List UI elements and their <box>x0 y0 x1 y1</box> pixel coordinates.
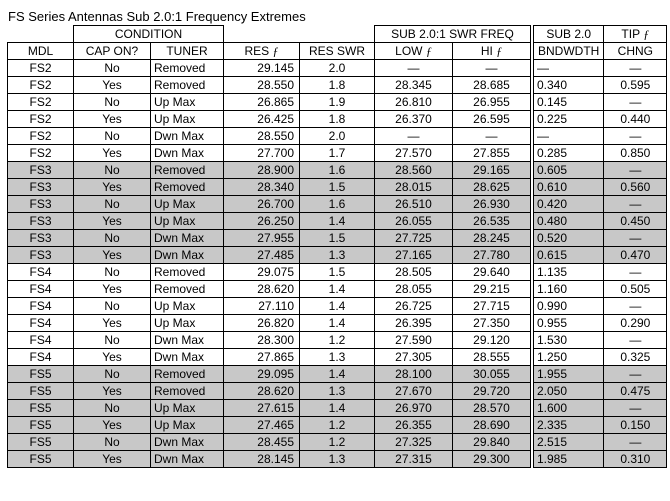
blank-cell <box>8 26 74 43</box>
table-row <box>8 434 531 451</box>
mdl-cell: FS2 <box>8 145 74 162</box>
hi-f-cell: 28.690 <box>453 417 531 434</box>
table-row <box>534 128 667 145</box>
hi-f-cell: 29.840 <box>453 434 531 451</box>
cap-cell: No <box>74 60 151 77</box>
table-row <box>8 94 531 111</box>
res-f-cell: 26.250 <box>224 213 300 230</box>
res-f-cell: 27.485 <box>224 247 300 264</box>
mdl-cell: FS5 <box>8 383 74 400</box>
table-row <box>534 264 667 281</box>
mdl-cell: FS5 <box>8 417 74 434</box>
table-row <box>534 332 667 349</box>
table-row <box>534 315 667 332</box>
mdl-cell: FS5 <box>8 400 74 417</box>
res-f-cell: 28.620 <box>224 281 300 298</box>
res-f-cell: 29.145 <box>224 60 300 77</box>
table-row <box>534 349 667 366</box>
res-f-cell: 29.095 <box>224 366 300 383</box>
res-swr-cell: 1.4 <box>300 366 375 383</box>
tuner-cell: Removed <box>151 281 224 298</box>
low-f-cell: 26.970 <box>375 400 453 417</box>
tip-chng-cell: 0.470 <box>604 247 667 264</box>
bndwdth-cell-dash: — <box>534 128 604 145</box>
hi-f-cell-dash: — <box>453 60 531 77</box>
hi-f-cell: 26.955 <box>453 94 531 111</box>
mdl-cell: FS4 <box>8 281 74 298</box>
tuner-cell: Removed <box>151 162 224 179</box>
tuner-cell: Removed <box>151 264 224 281</box>
tuner-cell: Up Max <box>151 400 224 417</box>
hi-f-cell: 27.350 <box>453 315 531 332</box>
bndwdth-cell: 1.530 <box>534 332 604 349</box>
table-row <box>534 366 667 383</box>
res-swr-cell: 2.0 <box>300 60 375 77</box>
bndwdth-cell: 1.600 <box>534 400 604 417</box>
tip-chng-cell: 0.450 <box>604 213 667 230</box>
res-f-cell: 26.425 <box>224 111 300 128</box>
chng-header: CHNG <box>604 43 667 60</box>
hi-f-cell: 27.715 <box>453 298 531 315</box>
tip-chng-cell: 0.850 <box>604 145 667 162</box>
bandwidth-table <box>533 25 667 468</box>
bndwdth-cell: 0.145 <box>534 94 604 111</box>
f-symbol: ƒ <box>272 43 279 58</box>
header-row-group <box>8 26 531 43</box>
low-f-header <box>375 43 453 60</box>
res-f-cell: 28.900 <box>224 162 300 179</box>
res-swr-cell: 1.5 <box>300 264 375 281</box>
table-row <box>8 400 531 417</box>
tip-chng-cell-dash: — <box>604 128 667 145</box>
res-swr-cell: 1.2 <box>300 417 375 434</box>
res-swr-cell: 1.4 <box>300 281 375 298</box>
header-row-group <box>534 26 667 43</box>
res-f-cell: 27.615 <box>224 400 300 417</box>
mdl-cell: FS3 <box>8 179 74 196</box>
cap-cell: No <box>74 128 151 145</box>
table-row <box>8 417 531 434</box>
tuner-cell: Removed <box>151 60 224 77</box>
bndwdth-cell: 1.135 <box>534 264 604 281</box>
mdl-header: MDL <box>8 43 74 60</box>
cap-cell: No <box>74 366 151 383</box>
tip-chng-cell-dash: — <box>604 298 667 315</box>
tip-chng-cell-dash: — <box>604 400 667 417</box>
tip-chng-cell-dash: — <box>604 162 667 179</box>
bndwdth-cell: 1.955 <box>534 366 604 383</box>
low-f-cell: 28.015 <box>375 179 453 196</box>
bndwdth-cell: 2.050 <box>534 383 604 400</box>
res-f-cell: 26.820 <box>224 315 300 332</box>
table-row <box>8 366 531 383</box>
tip-chng-cell-dash: — <box>604 196 667 213</box>
table-row <box>8 349 531 366</box>
table-row <box>8 111 531 128</box>
hi-f-cell: 30.055 <box>453 366 531 383</box>
bndwdth-cell: 0.340 <box>534 77 604 94</box>
tuner-cell: Up Max <box>151 111 224 128</box>
low-f-cell: 27.725 <box>375 230 453 247</box>
table-row <box>534 77 667 94</box>
tip-chng-cell-dash: — <box>604 60 667 77</box>
res-swr-cell: 1.9 <box>300 94 375 111</box>
low-f-cell: 27.305 <box>375 349 453 366</box>
table-row <box>534 451 667 468</box>
low-f-cell: 28.560 <box>375 162 453 179</box>
mdl-cell: FS4 <box>8 332 74 349</box>
bndwdth-cell: 0.990 <box>534 298 604 315</box>
low-f-cell: 26.810 <box>375 94 453 111</box>
res-f-cell: 28.145 <box>224 451 300 468</box>
hi-f-cell: 29.720 <box>453 383 531 400</box>
res-swr-cell: 1.6 <box>300 162 375 179</box>
res-swr-cell: 1.4 <box>300 298 375 315</box>
table-row <box>8 213 531 230</box>
hi-f-cell: 29.640 <box>453 264 531 281</box>
tip-chng-cell: 0.310 <box>604 451 667 468</box>
table-row <box>534 162 667 179</box>
low-f-cell: 28.505 <box>375 264 453 281</box>
table-row <box>8 264 531 281</box>
mdl-cell: FS3 <box>8 196 74 213</box>
res-swr-cell: 1.5 <box>300 179 375 196</box>
tip-chng-cell-dash: — <box>604 332 667 349</box>
tuner-cell: Up Max <box>151 94 224 111</box>
bndwdth-cell: 0.225 <box>534 111 604 128</box>
hi-f-cell: 26.535 <box>453 213 531 230</box>
table-row <box>8 77 531 94</box>
tip-chng-cell: 0.475 <box>604 383 667 400</box>
tuner-cell: Up Max <box>151 417 224 434</box>
mdl-cell: FS4 <box>8 264 74 281</box>
low-f-cell: 28.100 <box>375 366 453 383</box>
low-f-label: LOW <box>395 43 423 58</box>
tip-header <box>604 26 667 43</box>
res-f-cell: 28.300 <box>224 332 300 349</box>
table-row <box>534 111 667 128</box>
condition-header: CONDITION <box>74 26 224 43</box>
res-f-cell: 28.550 <box>224 128 300 145</box>
tuner-cell: Removed <box>151 179 224 196</box>
table-row <box>8 162 531 179</box>
tuner-cell: Up Max <box>151 213 224 230</box>
cap-cell: No <box>74 400 151 417</box>
bndwdth-cell: 1.160 <box>534 281 604 298</box>
low-f-cell: 26.055 <box>375 213 453 230</box>
low-f-cell-dash: — <box>375 128 453 145</box>
res-swr-cell: 2.0 <box>300 128 375 145</box>
mdl-cell: FS5 <box>8 434 74 451</box>
cap-cell: Yes <box>74 179 151 196</box>
bndwdth-cell: 1.250 <box>534 349 604 366</box>
low-f-cell: 26.510 <box>375 196 453 213</box>
res-f-cell: 27.700 <box>224 145 300 162</box>
res-f-label: RES <box>244 43 270 58</box>
mdl-cell: FS2 <box>8 94 74 111</box>
mdl-cell: FS3 <box>8 162 74 179</box>
bndwdth-cell: 0.520 <box>534 230 604 247</box>
table-row <box>8 230 531 247</box>
res-swr-cell: 1.2 <box>300 332 375 349</box>
table-row <box>534 298 667 315</box>
low-f-cell: 27.165 <box>375 247 453 264</box>
res-swr-cell: 1.3 <box>300 451 375 468</box>
res-swr-cell: 1.5 <box>300 230 375 247</box>
mdl-cell: FS2 <box>8 77 74 94</box>
cap-cell: No <box>74 298 151 315</box>
low-f-cell: 26.395 <box>375 315 453 332</box>
tip-chng-cell: 0.440 <box>604 111 667 128</box>
cap-cell: Yes <box>74 247 151 264</box>
bndwdth-cell: 0.615 <box>534 247 604 264</box>
main-table <box>7 25 531 468</box>
res-swr-cell: 1.3 <box>300 383 375 400</box>
table-row <box>8 298 531 315</box>
low-f-cell: 26.725 <box>375 298 453 315</box>
tuner-cell: Up Max <box>151 196 224 213</box>
hi-f-cell: 29.215 <box>453 281 531 298</box>
hi-f-header <box>453 43 531 60</box>
bndwdth-cell: 0.480 <box>534 213 604 230</box>
page-title: FS Series Antennas Sub 2.0:1 Frequency Extremes <box>8 9 306 24</box>
low-f-cell: 27.325 <box>375 434 453 451</box>
res-f-cell: 28.455 <box>224 434 300 451</box>
res-swr-cell: 1.3 <box>300 349 375 366</box>
bandwidth-table-body <box>534 26 667 468</box>
res-f-cell: 26.700 <box>224 196 300 213</box>
tuner-cell: Removed <box>151 383 224 400</box>
tuner-cell: Dwn Max <box>151 349 224 366</box>
mdl-cell: FS2 <box>8 60 74 77</box>
res-f-cell: 27.955 <box>224 230 300 247</box>
tuner-header: TUNER <box>151 43 224 60</box>
table-row <box>534 94 667 111</box>
table-row <box>534 434 667 451</box>
mdl-cell: FS4 <box>8 315 74 332</box>
res-swr-cell: 1.7 <box>300 145 375 162</box>
hi-f-cell: 29.300 <box>453 451 531 468</box>
hi-f-cell: 28.570 <box>453 400 531 417</box>
tip-chng-cell-dash: — <box>604 94 667 111</box>
cap-cell: No <box>74 94 151 111</box>
sub20-header: SUB 2.0 <box>534 26 604 43</box>
cap-cell: Yes <box>74 349 151 366</box>
tip-chng-cell: 0.290 <box>604 315 667 332</box>
table-row <box>8 145 531 162</box>
table-row <box>8 60 531 77</box>
tuner-cell: Removed <box>151 366 224 383</box>
sub-swr-freq-header: SUB 2.0:1 SWR FREQ <box>375 26 531 43</box>
hi-f-cell: 26.930 <box>453 196 531 213</box>
table-row <box>8 128 531 145</box>
res-swr-cell: 1.8 <box>300 111 375 128</box>
table-row <box>8 281 531 298</box>
cap-cell: Yes <box>74 145 151 162</box>
tuner-cell: Dwn Max <box>151 230 224 247</box>
tuner-cell: Dwn Max <box>151 128 224 145</box>
hi-f-cell: 27.855 <box>453 145 531 162</box>
table-row <box>8 196 531 213</box>
cap-cell: Yes <box>74 383 151 400</box>
main-table-body <box>8 26 531 468</box>
hi-f-cell: 28.625 <box>453 179 531 196</box>
tip-chng-cell: 0.325 <box>604 349 667 366</box>
low-f-cell: 26.370 <box>375 111 453 128</box>
res-f-cell: 28.620 <box>224 383 300 400</box>
res-swr-cell: 1.4 <box>300 213 375 230</box>
res-f-cell: 27.110 <box>224 298 300 315</box>
table-row <box>8 247 531 264</box>
bndwdth-cell: 1.985 <box>534 451 604 468</box>
table-row <box>534 196 667 213</box>
res-swr-cell: 1.2 <box>300 434 375 451</box>
hi-f-cell: 28.555 <box>453 349 531 366</box>
res-swr-cell: 1.8 <box>300 77 375 94</box>
tip-chng-cell-dash: — <box>604 434 667 451</box>
cap-cell: No <box>74 162 151 179</box>
res-f-cell: 28.340 <box>224 179 300 196</box>
mdl-cell: FS4 <box>8 298 74 315</box>
tip-chng-cell-dash: — <box>604 264 667 281</box>
tuner-cell: Dwn Max <box>151 451 224 468</box>
cap-cell: Yes <box>74 213 151 230</box>
cap-on-header: CAP ON? <box>74 43 151 60</box>
tuner-cell: Removed <box>151 77 224 94</box>
table-row <box>534 230 667 247</box>
res-swr-cell: 1.4 <box>300 315 375 332</box>
tuner-cell: Up Max <box>151 315 224 332</box>
header-row-columns <box>534 43 667 60</box>
f-symbol: ƒ <box>425 43 432 58</box>
mdl-cell: FS3 <box>8 230 74 247</box>
res-swr-cell: 1.3 <box>300 247 375 264</box>
bndwdth-cell: 0.420 <box>534 196 604 213</box>
table-row <box>534 400 667 417</box>
low-f-cell: 27.590 <box>375 332 453 349</box>
tuner-cell: Up Max <box>151 298 224 315</box>
low-f-cell: 27.570 <box>375 145 453 162</box>
mdl-cell: FS5 <box>8 366 74 383</box>
table-row <box>8 383 531 400</box>
tip-chng-cell: 0.560 <box>604 179 667 196</box>
mdl-cell: FS2 <box>8 128 74 145</box>
res-swr-cell: 1.4 <box>300 400 375 417</box>
table-row <box>534 281 667 298</box>
tuner-cell: Dwn Max <box>151 145 224 162</box>
hi-f-cell: 28.245 <box>453 230 531 247</box>
table-row <box>534 417 667 434</box>
hi-f-label: HI <box>480 43 493 58</box>
hi-f-cell: 27.780 <box>453 247 531 264</box>
low-f-cell: 27.315 <box>375 451 453 468</box>
low-f-cell: 28.055 <box>375 281 453 298</box>
hi-f-cell: 29.120 <box>453 332 531 349</box>
res-swr-cell: 1.6 <box>300 196 375 213</box>
f-symbol: ƒ <box>496 43 503 58</box>
low-f-cell-dash: — <box>375 60 453 77</box>
tuner-cell: Dwn Max <box>151 247 224 264</box>
mdl-cell: FS3 <box>8 247 74 264</box>
mdl-cell: FS2 <box>8 111 74 128</box>
res-f-cell: 26.865 <box>224 94 300 111</box>
tip-label: TIP <box>621 26 640 41</box>
bndwdth-cell: 0.955 <box>534 315 604 332</box>
cap-cell: Yes <box>74 111 151 128</box>
table-row <box>534 60 667 77</box>
f-symbol: ƒ <box>643 26 650 41</box>
tip-chng-cell-dash: — <box>604 230 667 247</box>
table-row <box>8 315 531 332</box>
res-f-cell: 27.465 <box>224 417 300 434</box>
hi-f-cell: 28.685 <box>453 77 531 94</box>
table-row <box>534 179 667 196</box>
table-row <box>8 179 531 196</box>
tuner-cell: Dwn Max <box>151 332 224 349</box>
tip-chng-cell: 0.150 <box>604 417 667 434</box>
table-row <box>534 383 667 400</box>
cap-cell: No <box>74 230 151 247</box>
res-swr-header: RES SWR <box>300 43 375 60</box>
mdl-cell: FS5 <box>8 451 74 468</box>
cap-cell: Yes <box>74 315 151 332</box>
cap-cell: No <box>74 332 151 349</box>
table-row <box>8 451 531 468</box>
res-f-cell: 29.075 <box>224 264 300 281</box>
tip-chng-cell: 0.595 <box>604 77 667 94</box>
bndwdth-cell: 2.515 <box>534 434 604 451</box>
header-row-columns <box>8 43 531 60</box>
bndwdth-cell: 2.335 <box>534 417 604 434</box>
table-row <box>534 247 667 264</box>
cap-cell: Yes <box>74 281 151 298</box>
table-row <box>534 213 667 230</box>
tuner-cell: Dwn Max <box>151 434 224 451</box>
hi-f-cell: 29.165 <box>453 162 531 179</box>
bndwdth-cell-dash: — <box>534 60 604 77</box>
low-f-cell: 26.355 <box>375 417 453 434</box>
mdl-cell: FS4 <box>8 349 74 366</box>
hi-f-cell-dash: — <box>453 128 531 145</box>
cap-cell: Yes <box>74 417 151 434</box>
tip-chng-cell: 0.505 <box>604 281 667 298</box>
res-f-cell: 27.865 <box>224 349 300 366</box>
table-row <box>8 332 531 349</box>
low-f-cell: 27.670 <box>375 383 453 400</box>
tip-chng-cell-dash: — <box>604 366 667 383</box>
bndwdth-header: BNDWDTH <box>534 43 604 60</box>
mdl-cell: FS3 <box>8 213 74 230</box>
cap-cell: Yes <box>74 451 151 468</box>
cap-cell: No <box>74 264 151 281</box>
cap-cell: Yes <box>74 77 151 94</box>
hi-f-cell: 26.595 <box>453 111 531 128</box>
res-f-header <box>224 43 300 60</box>
bndwdth-cell: 0.285 <box>534 145 604 162</box>
cap-cell: No <box>74 196 151 213</box>
blank-cell <box>224 26 375 43</box>
low-f-cell: 28.345 <box>375 77 453 94</box>
res-f-cell: 28.550 <box>224 77 300 94</box>
bndwdth-cell: 0.610 <box>534 179 604 196</box>
bndwdth-cell: 0.605 <box>534 162 604 179</box>
cap-cell: No <box>74 434 151 451</box>
table-row <box>534 145 667 162</box>
